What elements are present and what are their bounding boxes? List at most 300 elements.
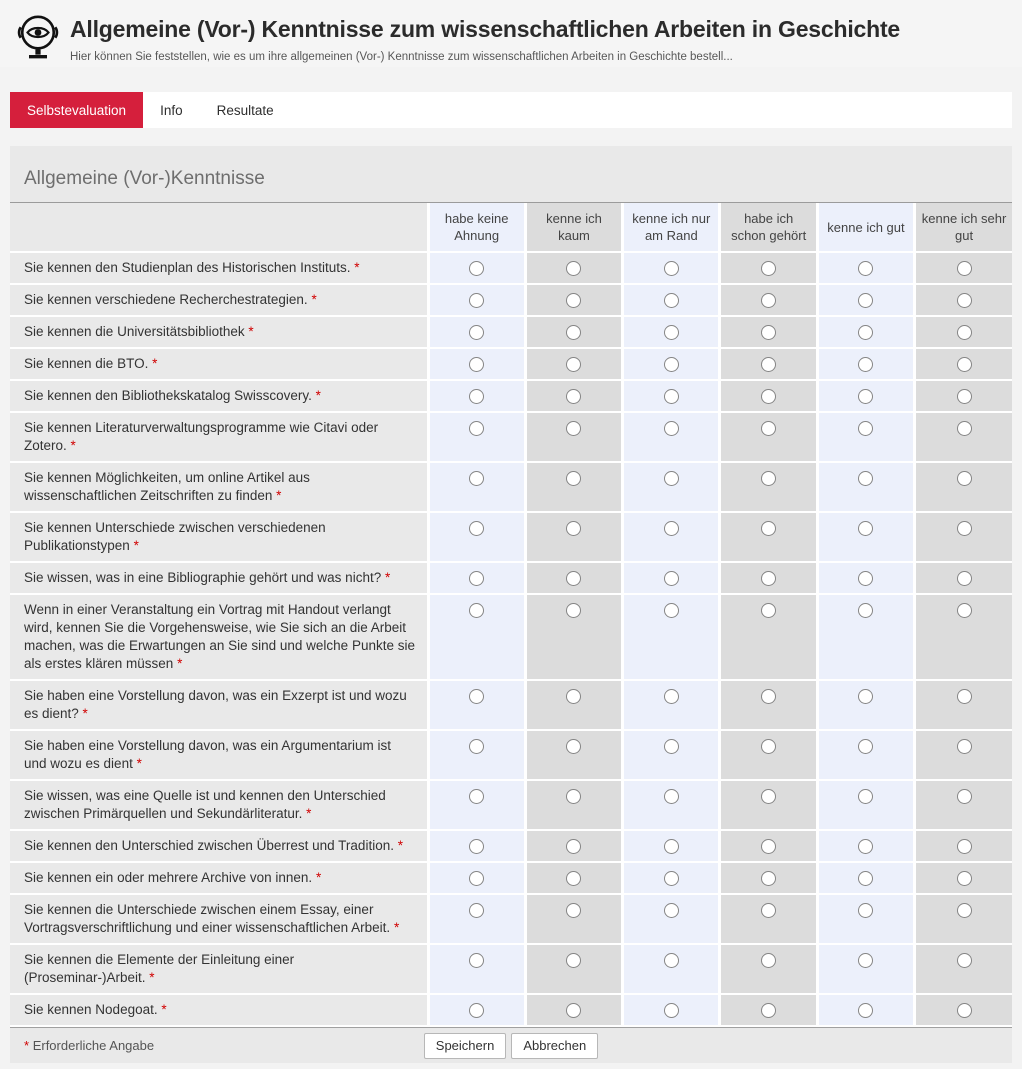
radio-cell: [817, 730, 914, 780]
radio-button[interactable]: [957, 789, 972, 804]
radio-button[interactable]: [957, 521, 972, 536]
page-header: [0, 0, 1022, 67]
radio-button[interactable]: [858, 421, 873, 436]
radio-cell: [525, 348, 622, 380]
radio-cell: [915, 730, 1012, 780]
radio-button[interactable]: [566, 789, 581, 804]
radio-button[interactable]: [469, 903, 484, 918]
radio-cell: [817, 944, 914, 994]
radio-button[interactable]: [761, 789, 776, 804]
radio-button[interactable]: [566, 325, 581, 340]
required-asterisk: *: [129, 538, 139, 553]
radio-button[interactable]: [469, 261, 484, 276]
radio-cell: [817, 680, 914, 730]
radio-button[interactable]: [858, 389, 873, 404]
radio-cell: [428, 944, 525, 994]
radio-cell: [720, 730, 817, 780]
radio-button[interactable]: [469, 1003, 484, 1018]
radio-button[interactable]: [469, 421, 484, 436]
radio-cell: [525, 994, 622, 1026]
radio-button[interactable]: [566, 571, 581, 586]
radio-cell: [525, 830, 622, 862]
radio-cell: [720, 380, 817, 412]
question-text: Sie kennen Unterschiede zwischen verschiedenen Publikationstypen: [24, 520, 326, 553]
radio-cell: [720, 348, 817, 380]
table-row: [10, 252, 1012, 284]
radio-cell: [817, 316, 914, 348]
radio-button[interactable]: [664, 325, 679, 340]
page-subtitle: Hier können Sie feststellen, wie es um ihre allgemeinen (Vor-) Kenntnisse zum wissenschaftlichen Arbeiten in Geschichte bestell...: [70, 51, 733, 63]
question-label: [10, 412, 428, 462]
question-text: Sie kennen ein oder mehrere Archive von innen.: [24, 870, 313, 885]
radio-cell: [525, 894, 622, 944]
radio-button[interactable]: [858, 603, 873, 618]
radio-cell: [428, 862, 525, 894]
radio-button[interactable]: [761, 603, 776, 618]
radio-cell: [817, 594, 914, 680]
radio-button[interactable]: [566, 689, 581, 704]
table-row: [10, 862, 1012, 894]
save-button[interactable]: Speichern: [424, 1033, 507, 1059]
radio-cell: [623, 512, 720, 562]
radio-button[interactable]: [664, 603, 679, 618]
radio-cell: [720, 412, 817, 462]
radio-button[interactable]: [761, 389, 776, 404]
radio-cell: [915, 412, 1012, 462]
table-row: [10, 780, 1012, 830]
radio-cell: [428, 462, 525, 512]
radio-cell: [428, 562, 525, 594]
radio-button[interactable]: [566, 471, 581, 486]
radio-cell: [915, 594, 1012, 680]
radio-button[interactable]: [761, 357, 776, 372]
required-asterisk: *: [244, 324, 254, 339]
radio-button[interactable]: [664, 421, 679, 436]
question-text: Sie kennen Möglichkeiten, um online Artikel aus wissenschaftlichen Zeitschriften zu finden: [24, 470, 310, 503]
radio-button[interactable]: [957, 325, 972, 340]
radio-button[interactable]: [761, 293, 776, 308]
table-row: [10, 462, 1012, 512]
radio-cell: [720, 594, 817, 680]
radio-cell: [525, 944, 622, 994]
radio-cell: [623, 462, 720, 512]
radio-button[interactable]: [761, 521, 776, 536]
radio-cell: [817, 780, 914, 830]
question-label: [10, 730, 428, 780]
radio-button[interactable]: [957, 1003, 972, 1018]
radio-cell: [720, 284, 817, 316]
radio-cell: [525, 284, 622, 316]
radio-button[interactable]: [957, 689, 972, 704]
radio-cell: [525, 594, 622, 680]
radio-button[interactable]: [957, 471, 972, 486]
radio-cell: [720, 944, 817, 994]
question-text: Wenn in einer Veranstaltung ein Vortrag mit Handout verlangt wird, kennen Sie die Vorgehensweise, wie Sie sich an die Arbeit machen, was die Erwartungen an Sie sind und welche Punkte sie als erstes klären müssen: [24, 602, 415, 671]
radio-cell: [428, 994, 525, 1026]
radio-button[interactable]: [664, 521, 679, 536]
radio-button[interactable]: [761, 871, 776, 886]
required-asterisk: *: [390, 920, 400, 935]
question-label: [10, 862, 428, 894]
radio-cell: [915, 894, 1012, 944]
radio-cell: [817, 348, 914, 380]
radio-button[interactable]: [957, 839, 972, 854]
radio-button[interactable]: [469, 739, 484, 754]
radio-button[interactable]: [469, 389, 484, 404]
question-text: Sie kennen Nodegoat.: [24, 1002, 158, 1017]
radio-button[interactable]: [858, 357, 873, 372]
radio-button[interactable]: [566, 293, 581, 308]
question-label: [10, 316, 428, 348]
radio-button[interactable]: [566, 261, 581, 276]
radio-cell: [817, 380, 914, 412]
table-row: [10, 594, 1012, 680]
question-label: [10, 994, 428, 1026]
table-row: [10, 680, 1012, 730]
radio-button[interactable]: [469, 471, 484, 486]
radio-button[interactable]: [664, 261, 679, 276]
radio-cell: [720, 562, 817, 594]
question-text: Sie wissen, was in eine Bibliographie gehört und was nicht?: [24, 570, 382, 585]
question-text: Sie kennen die Unterschiede zwischen einem Essay, einer Vortragsverschriftlichung und einer wissenschaftlichen Arbeit.: [24, 902, 391, 935]
question-text: Sie kennen die BTO.: [24, 356, 149, 371]
radio-cell: [915, 348, 1012, 380]
radio-button[interactable]: [664, 789, 679, 804]
panel-footer: [10, 1027, 1012, 1063]
radio-cell: [525, 680, 622, 730]
matrix-column-header: kenne ich kaum: [525, 203, 622, 252]
matrix-column-header: kenne ich gut: [817, 203, 914, 252]
panel-wrap: [0, 128, 1022, 1069]
radio-cell: [623, 894, 720, 944]
radio-cell: [428, 412, 525, 462]
question-text: Sie kennen Literaturverwaltungsprogramme wie Citavi oder Zotero.: [24, 420, 379, 453]
radio-button[interactable]: [664, 357, 679, 372]
radio-cell: [720, 462, 817, 512]
radio-cell: [817, 994, 914, 1026]
radio-cell: [428, 252, 525, 284]
radio-button[interactable]: [664, 839, 679, 854]
radio-button[interactable]: [761, 839, 776, 854]
radio-button[interactable]: [664, 903, 679, 918]
radio-cell: [428, 894, 525, 944]
radio-button[interactable]: [761, 1003, 776, 1018]
matrix-column-header: habe ich schon gehört: [720, 203, 817, 252]
required-asterisk: *: [157, 1002, 167, 1017]
radio-button[interactable]: [469, 689, 484, 704]
radio-cell: [623, 830, 720, 862]
radio-cell: [623, 284, 720, 316]
table-row: [10, 412, 1012, 462]
page-title: Allgemeine (Vor-) Kenntnisse zum wissenschaftlichen Arbeiten in Geschichte: [70, 16, 901, 42]
radio-cell: [817, 462, 914, 512]
radio-cell: [817, 512, 914, 562]
radio-button[interactable]: [858, 261, 873, 276]
radio-cell: [915, 830, 1012, 862]
radio-button[interactable]: [858, 1003, 873, 1018]
required-note-label: Erforderliche Angabe: [32, 1038, 155, 1053]
radio-button[interactable]: [761, 571, 776, 586]
radio-cell: [915, 862, 1012, 894]
radio-cell: [915, 284, 1012, 316]
radio-cell: [428, 284, 525, 316]
radio-button[interactable]: [957, 603, 972, 618]
radio-cell: [525, 252, 622, 284]
required-asterisk: *: [78, 706, 88, 721]
radio-button[interactable]: [664, 953, 679, 968]
radio-cell: [915, 512, 1012, 562]
radio-button[interactable]: [761, 689, 776, 704]
question-label: [10, 830, 428, 862]
radio-button[interactable]: [664, 739, 679, 754]
question-text: Sie kennen die Universitätsbibliothek: [24, 324, 245, 339]
radio-button[interactable]: [469, 603, 484, 618]
radio-cell: [623, 316, 720, 348]
radio-button[interactable]: [957, 953, 972, 968]
radio-button[interactable]: [858, 789, 873, 804]
required-asterisk: *: [173, 656, 183, 671]
radio-button[interactable]: [858, 325, 873, 340]
radio-cell: [915, 380, 1012, 412]
radio-button[interactable]: [858, 871, 873, 886]
table-row: [10, 348, 1012, 380]
radio-cell: [720, 994, 817, 1026]
radio-button[interactable]: [566, 953, 581, 968]
radio-button[interactable]: [858, 293, 873, 308]
question-label: [10, 348, 428, 380]
tabbar-wrap: [0, 67, 1022, 128]
radio-button[interactable]: [957, 421, 972, 436]
radio-button[interactable]: [664, 389, 679, 404]
radio-cell: [817, 862, 914, 894]
radio-cell: [817, 830, 914, 862]
radio-cell: [720, 680, 817, 730]
tabbar: [10, 92, 1012, 128]
radio-cell: [720, 512, 817, 562]
question-label: [10, 594, 428, 680]
required-asterisk: *: [311, 388, 321, 403]
radio-button[interactable]: [566, 603, 581, 618]
required-asterisk: *: [393, 838, 403, 853]
required-asterisk: *: [24, 1038, 30, 1053]
required-asterisk: *: [381, 570, 391, 585]
radio-cell: [428, 348, 525, 380]
radio-cell: [817, 894, 914, 944]
radio-button[interactable]: [858, 689, 873, 704]
radio-button[interactable]: [858, 903, 873, 918]
question-text: Sie haben eine Vorstellung davon, was ein Exzerpt ist und wozu es dient?: [24, 688, 407, 721]
radio-button[interactable]: [469, 293, 484, 308]
radio-cell: [428, 780, 525, 830]
radio-cell: [623, 562, 720, 594]
radio-button[interactable]: [566, 903, 581, 918]
radio-cell: [525, 862, 622, 894]
radio-button[interactable]: [469, 571, 484, 586]
radio-cell: [720, 862, 817, 894]
radio-cell: [720, 894, 817, 944]
radio-cell: [623, 944, 720, 994]
radio-cell: [428, 316, 525, 348]
table-row: [10, 284, 1012, 316]
radio-button[interactable]: [858, 471, 873, 486]
radio-button[interactable]: [469, 789, 484, 804]
tab-selbstevaluation[interactable]: Selbstevaluation: [10, 92, 143, 128]
radio-cell: [428, 730, 525, 780]
radio-button[interactable]: [858, 571, 873, 586]
table-row: [10, 830, 1012, 862]
radio-cell: [525, 562, 622, 594]
radio-button[interactable]: [469, 521, 484, 536]
tab-info[interactable]: Info: [160, 102, 183, 118]
radio-cell: [428, 830, 525, 862]
radio-button[interactable]: [566, 521, 581, 536]
question-text: Sie kennen den Unterschied zwischen Überrest und Tradition.: [24, 838, 394, 853]
question-text: Sie kennen den Studienplan des Historischen Instituts.: [24, 260, 351, 275]
radio-cell: [428, 512, 525, 562]
radio-button[interactable]: [858, 739, 873, 754]
radio-cell: [915, 316, 1012, 348]
radio-button[interactable]: [566, 389, 581, 404]
table-row: [10, 512, 1012, 562]
required-asterisk: *: [272, 488, 282, 503]
matrix-column-header: kenne ich nur am Rand: [623, 203, 720, 252]
matrix-column-header: kenne ich sehr gut: [915, 203, 1012, 252]
radio-cell: [623, 994, 720, 1026]
radio-button[interactable]: [664, 293, 679, 308]
radio-cell: [915, 462, 1012, 512]
radio-button[interactable]: [566, 839, 581, 854]
question-label: [10, 380, 428, 412]
radio-cell: [623, 412, 720, 462]
radio-cell: [525, 462, 622, 512]
radio-button[interactable]: [469, 839, 484, 854]
required-asterisk: *: [145, 970, 155, 985]
radio-cell: [428, 380, 525, 412]
radio-cell: [915, 944, 1012, 994]
radio-cell: [428, 594, 525, 680]
radio-button[interactable]: [761, 903, 776, 918]
radio-cell: [915, 252, 1012, 284]
radio-cell: [720, 316, 817, 348]
radio-button[interactable]: [761, 471, 776, 486]
radio-button[interactable]: [664, 571, 679, 586]
radio-button[interactable]: [469, 871, 484, 886]
radio-cell: [915, 780, 1012, 830]
required-asterisk: *: [312, 870, 322, 885]
radio-cell: [623, 862, 720, 894]
radio-button[interactable]: [761, 739, 776, 754]
radio-cell: [915, 680, 1012, 730]
radio-button[interactable]: [566, 357, 581, 372]
radio-button[interactable]: [761, 421, 776, 436]
radio-button[interactable]: [469, 953, 484, 968]
radio-button[interactable]: [858, 521, 873, 536]
table-row: [10, 894, 1012, 944]
radio-cell: [720, 780, 817, 830]
radio-cell: [623, 680, 720, 730]
radio-button[interactable]: [664, 689, 679, 704]
radio-cell: [525, 730, 622, 780]
radio-button[interactable]: [566, 871, 581, 886]
question-matrix: [10, 203, 1012, 1027]
radio-cell: [428, 680, 525, 730]
required-asterisk: *: [307, 292, 317, 307]
radio-button[interactable]: [957, 871, 972, 886]
radio-cell: [623, 730, 720, 780]
radio-cell: [623, 780, 720, 830]
matrix-corner-cell: [10, 203, 428, 252]
radio-cell: [525, 316, 622, 348]
radio-button[interactable]: [566, 739, 581, 754]
table-row: [10, 944, 1012, 994]
cancel-button[interactable]: Abbrechen: [511, 1033, 598, 1059]
radio-cell: [817, 252, 914, 284]
question-label: [10, 562, 428, 594]
question-label: [10, 252, 428, 284]
radio-cell: [525, 780, 622, 830]
question-label: [10, 780, 428, 830]
radio-button[interactable]: [957, 571, 972, 586]
radio-cell: [915, 562, 1012, 594]
question-label: [10, 680, 428, 730]
radio-cell: [623, 380, 720, 412]
required-asterisk: *: [66, 438, 76, 453]
survey-eye-icon: [14, 12, 62, 62]
radio-cell: [720, 252, 817, 284]
radio-button[interactable]: [664, 1003, 679, 1018]
question-text: Sie kennen den Bibliothekskatalog Swisscovery.: [24, 388, 312, 403]
question-text: Sie kennen die Elemente der Einleitung einer (Proseminar-)Arbeit.: [24, 952, 295, 985]
radio-button[interactable]: [566, 421, 581, 436]
radio-button[interactable]: [469, 325, 484, 340]
radio-button[interactable]: [761, 325, 776, 340]
radio-cell: [623, 252, 720, 284]
radio-button[interactable]: [957, 293, 972, 308]
radio-button[interactable]: [858, 953, 873, 968]
table-row: [10, 562, 1012, 594]
radio-cell: [525, 412, 622, 462]
question-text: Sie haben eine Vorstellung davon, was ein Argumentarium ist und wozu es dient: [24, 738, 391, 771]
required-asterisk: *: [132, 756, 142, 771]
radio-cell: [817, 412, 914, 462]
radio-button[interactable]: [469, 357, 484, 372]
radio-button[interactable]: [957, 261, 972, 276]
radio-button[interactable]: [957, 357, 972, 372]
question-text: Sie kennen verschiedene Recherchestrategien.: [24, 292, 308, 307]
radio-button[interactable]: [761, 953, 776, 968]
question-label: [10, 944, 428, 994]
radio-button[interactable]: [664, 871, 679, 886]
radio-cell: [525, 380, 622, 412]
radio-cell: [525, 512, 622, 562]
radio-button[interactable]: [957, 739, 972, 754]
radio-cell: [623, 348, 720, 380]
matrix-column-header: habe keine Ahnung: [428, 203, 525, 252]
radio-button[interactable]: [761, 261, 776, 276]
radio-button[interactable]: [566, 1003, 581, 1018]
radio-button[interactable]: [957, 903, 972, 918]
radio-cell: [915, 994, 1012, 1026]
radio-button[interactable]: [858, 839, 873, 854]
tab-resultate[interactable]: Resultate: [216, 102, 274, 118]
radio-button[interactable]: [957, 389, 972, 404]
section-title: Allgemeine (Vor-)Kenntnisse: [10, 146, 1012, 203]
radio-cell: [817, 562, 914, 594]
question-label: [10, 894, 428, 944]
radio-button[interactable]: [664, 471, 679, 486]
question-label: [10, 284, 428, 316]
required-asterisk: *: [350, 260, 360, 275]
